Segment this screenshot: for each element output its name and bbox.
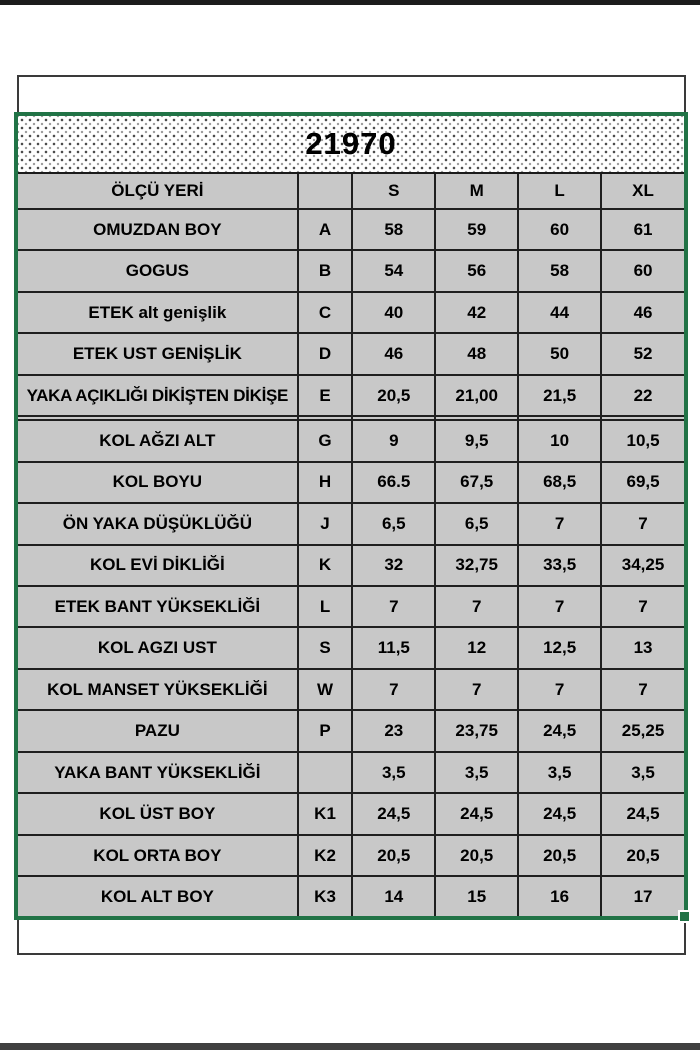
model-code: 21970: [305, 126, 397, 161]
size-value-cell: 12: [435, 627, 518, 668]
measurement-label-cell: YAKA BANT YÜKSEKLİĞİ: [18, 752, 298, 793]
size-table: [18, 174, 684, 916]
measurement-label-cell: ETEK alt genişlik: [18, 292, 298, 333]
size-col-header: M: [435, 174, 518, 209]
code-cell: G: [298, 420, 353, 461]
size-value-cell: 60: [601, 250, 684, 291]
size-value-cell: 20,5: [601, 835, 684, 876]
size-table-header-row: [18, 174, 684, 209]
measurement-label-cell: KOL AĞZI ALT: [18, 420, 298, 461]
size-value-cell: 7: [518, 503, 601, 544]
size-value-cell: 66.5: [352, 462, 435, 503]
size-value-cell: 21,5: [518, 375, 601, 416]
code-cell: P: [298, 710, 353, 751]
measurement-label-cell: GOGUS: [18, 250, 298, 291]
code-cell: K1: [298, 793, 353, 834]
size-col-header: L: [518, 174, 601, 209]
code-cell: H: [298, 462, 353, 503]
measurement-label-cell: KOL BOYU: [18, 462, 298, 503]
table-row: [18, 375, 684, 416]
size-value-cell: 48: [435, 333, 518, 374]
size-value-cell: 15: [435, 876, 518, 916]
size-value-cell: 68,5: [518, 462, 601, 503]
measurement-label-cell: ETEK UST GENİŞLİK: [18, 333, 298, 374]
size-value-cell: 32: [352, 545, 435, 586]
table-row: [18, 835, 684, 876]
code-cell: K2: [298, 835, 353, 876]
size-value-cell: 7: [601, 669, 684, 710]
size-value-cell: 24,5: [518, 793, 601, 834]
size-value-cell: 20,5: [352, 375, 435, 416]
size-value-cell: 40: [352, 292, 435, 333]
table-row: [18, 793, 684, 834]
size-value-cell: 69,5: [601, 462, 684, 503]
size-value-cell: 7: [601, 586, 684, 627]
model-code-band: [18, 116, 684, 174]
size-value-cell: 3,5: [352, 752, 435, 793]
measurement-label-cell: KOL MANSET YÜKSEKLİĞİ: [18, 669, 298, 710]
code-cell: K: [298, 545, 353, 586]
code-cell: S: [298, 627, 353, 668]
size-value-cell: 21,00: [435, 375, 518, 416]
size-value-cell: 67,5: [435, 462, 518, 503]
code-cell: C: [298, 292, 353, 333]
code-cell: E: [298, 375, 353, 416]
table-row: [18, 586, 684, 627]
table-row: [18, 503, 684, 544]
code-cell: A: [298, 209, 353, 250]
size-value-cell: 44: [518, 292, 601, 333]
size-value-cell: 7: [352, 669, 435, 710]
code-cell: L: [298, 586, 353, 627]
measurement-label-cell: OMUZDAN BOY: [18, 209, 298, 250]
size-value-cell: 46: [601, 292, 684, 333]
size-value-cell: 3,5: [601, 752, 684, 793]
measurement-label-cell: YAKA AÇIKLIĞI DİKİŞTEN DİKİŞE: [18, 375, 298, 416]
size-value-cell: 9: [352, 420, 435, 461]
table-row: [18, 420, 684, 461]
size-value-cell: 6,5: [352, 503, 435, 544]
size-value-cell: 12,5: [518, 627, 601, 668]
table-row: [18, 292, 684, 333]
top-scan-bar: [0, 0, 700, 5]
measurement-label-cell: ÖN YAKA DÜŞÜKLÜĞÜ: [18, 503, 298, 544]
size-value-cell: 59: [435, 209, 518, 250]
size-value-cell: 20,5: [435, 835, 518, 876]
size-col-header: S: [352, 174, 435, 209]
table-row: [18, 545, 684, 586]
code-cell: B: [298, 250, 353, 291]
measurement-label-cell: KOL AGZI UST: [18, 627, 298, 668]
size-value-cell: 24,5: [435, 793, 518, 834]
size-value-cell: 17: [601, 876, 684, 916]
code-cell: [298, 752, 353, 793]
size-value-cell: 22: [601, 375, 684, 416]
size-value-cell: 33,5: [518, 545, 601, 586]
measurement-label-cell: KOL ALT BOY: [18, 876, 298, 916]
size-value-cell: 58: [518, 250, 601, 291]
size-value-cell: 56: [435, 250, 518, 291]
size-value-cell: 7: [352, 586, 435, 627]
size-value-cell: 23: [352, 710, 435, 751]
table-row: [18, 333, 684, 374]
code-cell: K3: [298, 876, 353, 916]
size-value-cell: 7: [518, 586, 601, 627]
table-row: [18, 250, 684, 291]
size-value-cell: 10: [518, 420, 601, 461]
size-value-cell: 20,5: [518, 835, 601, 876]
size-value-cell: 46: [352, 333, 435, 374]
table-row: [18, 876, 684, 916]
size-chart: [14, 112, 688, 920]
size-value-cell: 24,5: [518, 710, 601, 751]
measurement-label-cell: KOL ORTA BOY: [18, 835, 298, 876]
size-value-cell: 10,5: [601, 420, 684, 461]
size-col-header: XL: [601, 174, 684, 209]
measure-col-header: ÖLÇÜ YERİ: [18, 174, 298, 209]
size-value-cell: 9,5: [435, 420, 518, 461]
size-value-cell: 7: [518, 669, 601, 710]
measurement-label-cell: KOL ÜST BOY: [18, 793, 298, 834]
size-value-cell: 58: [352, 209, 435, 250]
size-value-cell: 24,5: [352, 793, 435, 834]
size-value-cell: 3,5: [435, 752, 518, 793]
size-value-cell: 3,5: [518, 752, 601, 793]
table-row: [18, 462, 684, 503]
size-value-cell: 60: [518, 209, 601, 250]
size-value-cell: 24,5: [601, 793, 684, 834]
size-table-body: [18, 209, 684, 916]
size-value-cell: 50: [518, 333, 601, 374]
measurement-label-cell: PAZU: [18, 710, 298, 751]
size-value-cell: 61: [601, 209, 684, 250]
size-value-cell: 14: [352, 876, 435, 916]
size-value-cell: 25,25: [601, 710, 684, 751]
size-value-cell: 11,5: [352, 627, 435, 668]
size-value-cell: 7: [435, 669, 518, 710]
table-row: [18, 710, 684, 751]
table-row: [18, 752, 684, 793]
size-value-cell: 7: [601, 503, 684, 544]
code-cell: D: [298, 333, 353, 374]
size-value-cell: 34,25: [601, 545, 684, 586]
table-row: [18, 627, 684, 668]
size-value-cell: 6,5: [435, 503, 518, 544]
size-value-cell: 7: [435, 586, 518, 627]
code-cell: W: [298, 669, 353, 710]
selection-handle: [678, 910, 691, 923]
measurement-label-cell: ETEK BANT YÜKSEKLİĞİ: [18, 586, 298, 627]
table-row: [18, 669, 684, 710]
table-row: [18, 209, 684, 250]
size-value-cell: 42: [435, 292, 518, 333]
code-col-header: [298, 174, 353, 209]
size-value-cell: 13: [601, 627, 684, 668]
size-value-cell: 23,75: [435, 710, 518, 751]
bottom-scan-bar: [0, 1043, 700, 1050]
size-value-cell: 16: [518, 876, 601, 916]
size-value-cell: 54: [352, 250, 435, 291]
measurement-label-cell: KOL EVİ DİKLİĞİ: [18, 545, 298, 586]
size-value-cell: 20,5: [352, 835, 435, 876]
code-cell: J: [298, 503, 353, 544]
size-value-cell: 32,75: [435, 545, 518, 586]
size-value-cell: 52: [601, 333, 684, 374]
